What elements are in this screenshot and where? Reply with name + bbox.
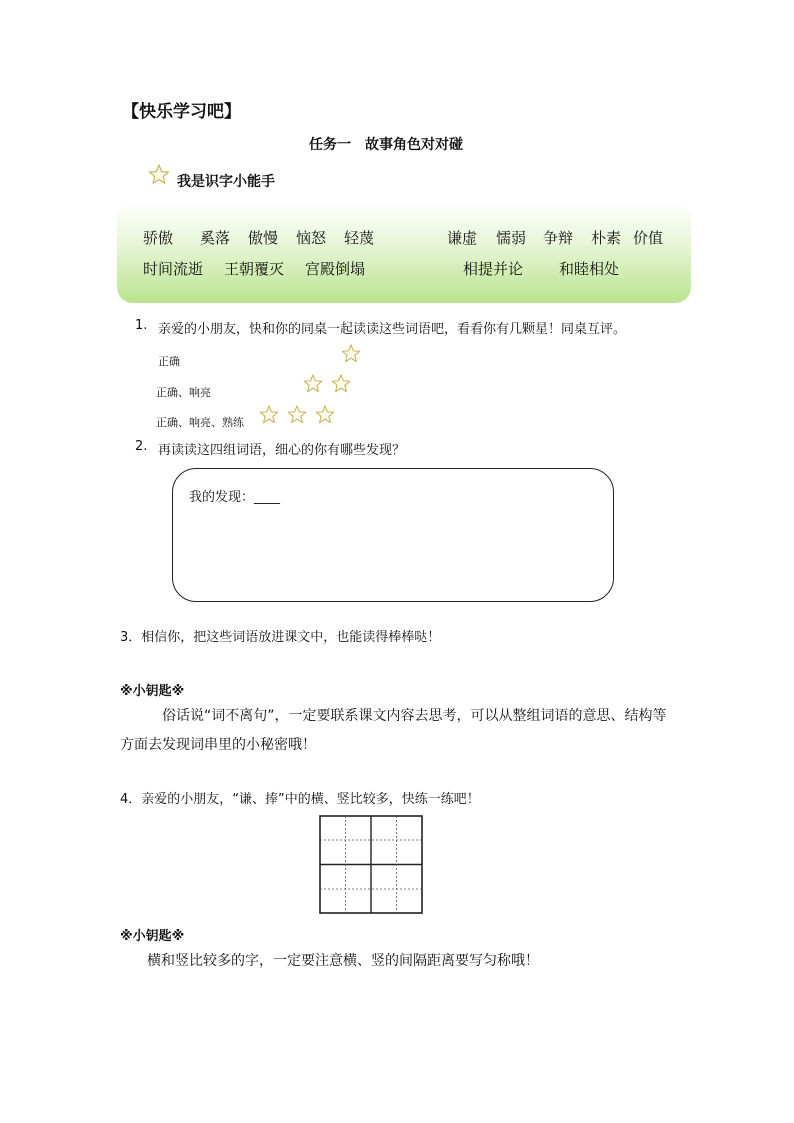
vocab-word: 懦弱: [496, 229, 527, 247]
vocab-word: 奚落: [200, 229, 231, 247]
tip-body-line: 俗话说“词不离句”，一定要联系课文内容去思考，可以从整组词语的意思、结构等: [162, 708, 667, 724]
star-rating: [340, 343, 362, 365]
discovery-prompt: 我的发现：____: [189, 490, 281, 505]
subtitle: 我是识字小能手: [177, 174, 275, 190]
star-icon: [330, 373, 352, 395]
question-number: 2.: [135, 439, 148, 454]
vocab-box: [117, 203, 691, 303]
question-text: 亲爱的小朋友，快和你的同桌一起读读这些词语吧，看看你有几颗星！同桌互评。: [158, 322, 627, 337]
vocab-phrase: 王朝覆灭: [224, 260, 285, 278]
star-icon: [314, 404, 336, 426]
tip-title: ※小钥匙※: [120, 929, 185, 944]
star-level-label: 正确、响亮: [156, 386, 211, 399]
question-text: 3．相信你，把这些词语放进课文中，也能读得棒棒哒！: [120, 630, 441, 645]
vocab-word: 骄傲: [143, 229, 174, 247]
star-icon: [286, 404, 308, 426]
vocab-word: 朴素: [591, 229, 622, 247]
star-rating: [258, 404, 336, 426]
writing-grid[interactable]: [319, 815, 423, 915]
vocab-phrase: 时间流逝: [143, 260, 204, 278]
tip-body-line: 横和竖比较多的字，一定要注意横、竖的间隔距离要写匀称哦！: [147, 953, 539, 969]
star-icon: [258, 404, 280, 426]
vocab-phrase: 宫殿倒塌: [305, 260, 366, 278]
vocab-phrase: 相提并论: [463, 260, 524, 278]
star-rating: [302, 373, 352, 395]
vocab-word: 争辩: [543, 229, 574, 247]
star-icon: [340, 343, 362, 365]
section-title: 【快乐学习吧】: [122, 102, 241, 122]
vocab-word: 谦虚: [447, 229, 478, 247]
star-level-label: 正确: [158, 355, 180, 368]
question-number: 1.: [135, 318, 148, 333]
star-level-label: 正确、响亮、熟练: [156, 416, 244, 429]
tip-title: ※小钥匙※: [120, 684, 185, 699]
star-icon: [302, 373, 324, 395]
vocab-phrase: 和睦相处: [559, 260, 620, 278]
vocab-word: 恼怒: [296, 229, 327, 247]
star-icon: [147, 163, 171, 187]
vocab-word: 傲慢: [248, 229, 279, 247]
task-title: 任务一 故事角色对对碰: [309, 137, 463, 153]
vocab-word: 轻蔑: [344, 229, 375, 247]
question-text: 4．亲爱的小朋友，“谦、捧”中的横、竖比较多，快练一练吧！: [120, 792, 480, 807]
tip-body-line: 方面去发现词串里的小秘密哦！: [120, 737, 316, 753]
question-text: 再读读这四组词语，细心的你有哪些发现？: [158, 443, 406, 458]
vocab-word: 价值: [633, 229, 664, 247]
